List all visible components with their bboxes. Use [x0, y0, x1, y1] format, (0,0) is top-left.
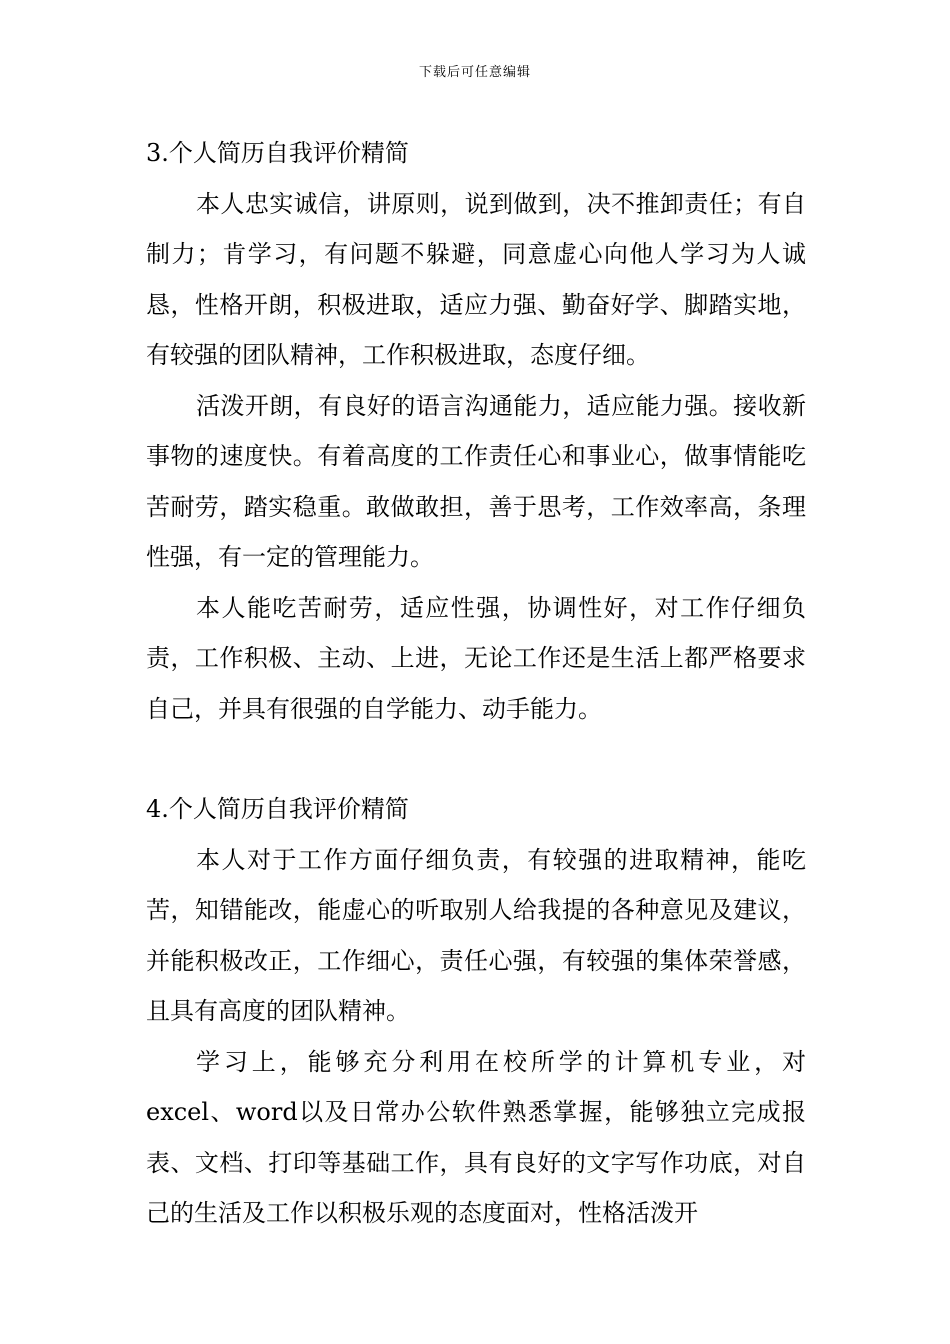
page-header: 下载后可任意编辑 [418, 65, 531, 80]
section-4 [146, 784, 806, 1239]
section-spacer [146, 734, 806, 784]
paragraph: 本人忠实诚信，讲原则，说到做到，决不推卸责任；有自制力；肯学习，有问题不躲避，同意虚心向他人学习为人诚恳，性格开朗，积极进取，适应力强、勤奋好学、脚踏实地，有较强的团队精神，工作积极进取，态度仔细。 [146, 189, 806, 369]
section-title: 4.个人简历自我评价精简 [146, 795, 409, 823]
paragraph: 学习上，能够充分利用在校所学的计算机专业，对excel、word以及日常办公软件熟悉掌握，能够独立完成报表、文档、打印等基础工作，具有良好的文字写作功底，对自己的生活及工作以积极乐观的态度面对，性格活泼开 [146, 1047, 806, 1227]
paragraph: 本人能吃苦耐劳，适应性强，协调性好，对工作仔细负责，工作积极、主动、上进，无论工作还是生活上都严格要求自己，并具有很强的自学能力、动手能力。 [146, 593, 806, 723]
document-body [146, 128, 806, 1239]
paragraph: 本人对于工作方面仔细负责，有较强的进取精神，能吃苦，知错能改，能虚心的听取别人给我提的各种意见及建议，并能积极改正，工作细心，责任心强，有较强的集体荣誉感，且具有高度的团队精神。 [146, 845, 806, 1025]
paragraph: 活泼开朗，有良好的语言沟通能力，适应能力强。接收新事物的速度快。有着高度的工作责任心和事业心，做事情能吃苦耐劳，踏实稳重。敢做敢担，善于思考，工作效率高，条理性强，有一定的管理能力。 [146, 391, 806, 571]
section-3 [146, 128, 806, 734]
section-title: 3.个人简历自我评价精简 [146, 139, 409, 167]
